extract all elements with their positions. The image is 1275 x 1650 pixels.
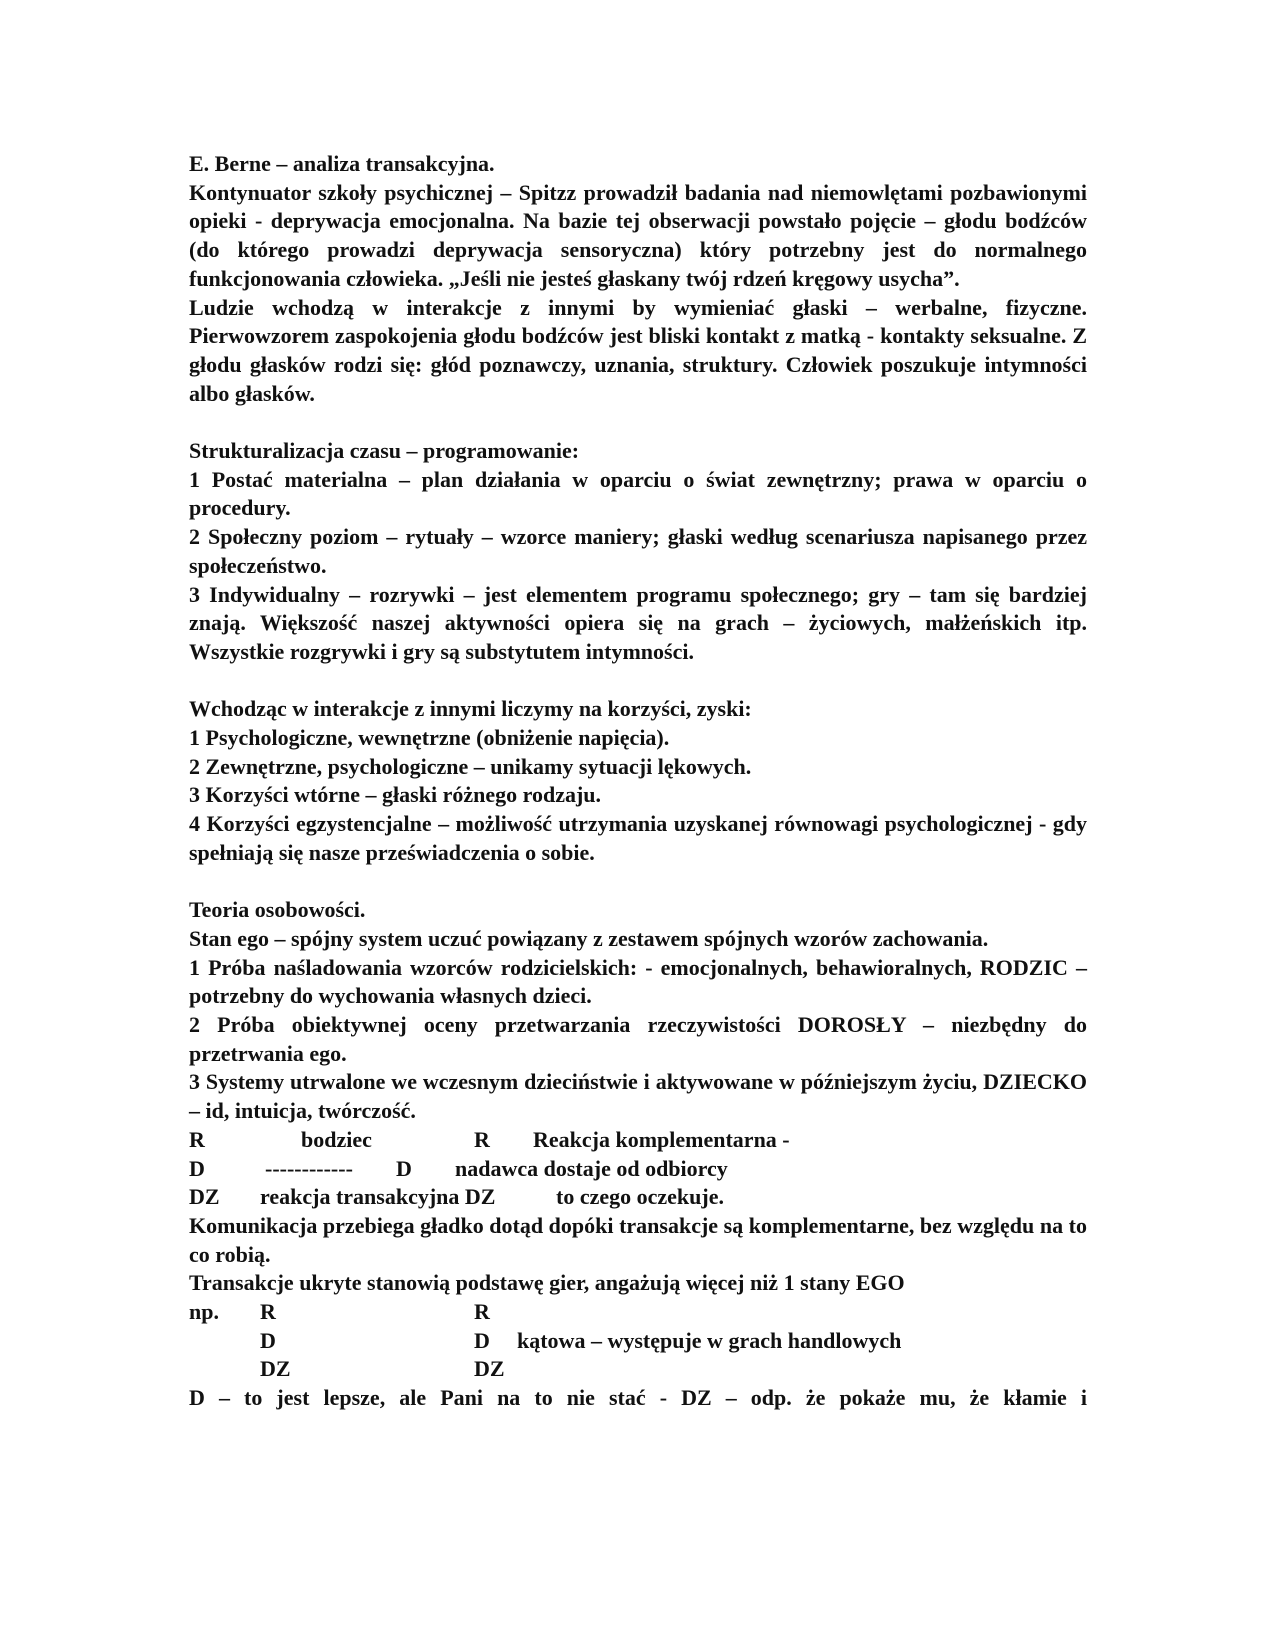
- hidden-transactions-paragraph: Transakcje ukryte stanowią podstawę gier, angażują więcej niż 1 stany EGO: [189, 1270, 905, 1296]
- list-item: 2 Próba obiektywnej oceny przetwarzania rzeczywistości DOROSŁY – niezbędny do przetrwania ego.: [189, 1012, 1087, 1066]
- gains-heading: Wchodząc w interakcje z innymi liczymy na korzyści, zyski:: [189, 696, 752, 722]
- document-title: E. Berne – analiza transakcyjna.: [189, 151, 495, 176]
- diagram-label: Reakcja komplementarna -: [533, 1126, 790, 1152]
- spacer: [189, 868, 1087, 897]
- diagram-label: ------------: [265, 1155, 353, 1181]
- ego-state-definition: Stan ego – spójny system uczuć powiązany z zestawem spójnych wzorów zachowania.: [189, 925, 989, 951]
- list-item: 1 Psychologiczne, wewnętrzne (obniżenie napięcia).: [189, 725, 670, 751]
- diagram-label: R: [474, 1126, 490, 1152]
- list-item: 2 Społeczny poziom – rytuały – wzorce maniery; głaski według scenariusza napisanego przez społeczeństwo.: [189, 524, 1087, 578]
- diagram-label: np.: [189, 1299, 219, 1325]
- diagram-label: D: [396, 1155, 412, 1181]
- diagram-label: DZ: [474, 1356, 505, 1382]
- diagram-label: kątowa – występuje w grach handlowych: [517, 1327, 902, 1353]
- last-line: D – to jest lepsze, ale Pani na to nie stać - DZ – odp. że pokaże mu, że kłamie i: [189, 1385, 1087, 1411]
- intro-paragraph-2: Ludzie wchodzą w interakcje z innymi by wymieniać głaski – werbalne, fizyczne. Pierwowzorem zaspokojenia głodu bodźców jest bliski kontakt z matką - kontakty seksualne. Z głodu głasków rodzi się: głód poznawczy, uznania, struktury. Człowiek poszukuje intymności albo głasków.: [189, 294, 1087, 406]
- transaction-diagram-row: [189, 1183, 1087, 1212]
- transaction-diagram-row: [189, 1327, 1087, 1356]
- diagram-label: R: [189, 1126, 205, 1152]
- intro-paragraph: Kontynuator szkoły psychicznej – Spitzz prowadził badania nad niemowlętami pozbawionymi opieki - deprywacja emocjonalna. Na bazie tej obserwacji powstało pojęcie – głodu bodźców (do którego prowadzi deprywacja sensoryczna) który potrzebny jest do normalnego funkcjonowania człowieka. „Jeśli nie jesteś głaskany twój rdzeń kręgowy usycha”.: [189, 179, 1087, 291]
- diagram-label: to czego oczekuje.: [556, 1184, 724, 1210]
- document-page: [189, 150, 1087, 1413]
- spacer: [189, 408, 1087, 437]
- diagram-label: bodziec: [301, 1126, 372, 1152]
- structuring-heading: Strukturalizacja czasu – programowanie:: [189, 438, 580, 464]
- transaction-diagram-row: [189, 1298, 1087, 1327]
- transaction-diagram-row: [189, 1126, 1087, 1155]
- list-item: 2 Zewnętrzne, psychologiczne – unikamy sytuacji lękowych.: [189, 753, 752, 779]
- diagram-label: DZ: [189, 1184, 220, 1210]
- transaction-diagram-row: [189, 1155, 1087, 1184]
- diagram-label: R: [260, 1299, 276, 1325]
- list-item: 3 Korzyści wtórne – głaski różnego rodzaju.: [189, 782, 602, 808]
- diagram-label: D: [189, 1155, 205, 1181]
- transaction-diagram-row: [189, 1355, 1087, 1384]
- communication-paragraph: Komunikacja przebiega gładko dotąd dopóki transakcje są komplementarne, bez względu na to co robią.: [189, 1212, 1087, 1267]
- diagram-label: nadawca dostaje od odbiorcy: [455, 1155, 728, 1181]
- list-item: 1 Postać materialna – plan działania w oparciu o świat zewnętrzny; prawa w oparciu o procedury.: [189, 466, 1087, 521]
- diagram-label: D: [474, 1327, 490, 1353]
- diagram-label: reakcja transakcyjna DZ: [260, 1184, 496, 1210]
- list-item: 1 Próba naśladowania wzorców rodzicielskich: - emocjonalnych, behawioralnych, RODZIC – potrzebny do wychowania własnych dzieci.: [189, 954, 1087, 1009]
- diagram-label: DZ: [260, 1356, 291, 1382]
- spacer: [189, 667, 1087, 696]
- diagram-label: R: [474, 1299, 490, 1325]
- personality-heading: Teoria osobowości.: [189, 897, 366, 923]
- list-item: 3 Systemy utrwalone we wczesnym dzieciństwie i aktywowane w późniejszym życiu, DZIECKO – id, intuicja, twórczość.: [189, 1069, 1087, 1124]
- diagram-label: D: [260, 1327, 276, 1353]
- list-item: 3 Indywidualny – rozrywki – jest elementem programu społecznego; gry – tam się bardziej znają. Większość naszej aktywności opiera się na grach – życiowych, małżeńskich itp. Wszystkie rozgrywki i gry są substytutem intymności.: [189, 581, 1087, 664]
- list-item: 4 Korzyści egzystencjalne – możliwość utrzymania uzyskanej równowagi psychologicznej - gdy spełniają się nasze przeświadczenia o sobie.: [189, 811, 1087, 865]
